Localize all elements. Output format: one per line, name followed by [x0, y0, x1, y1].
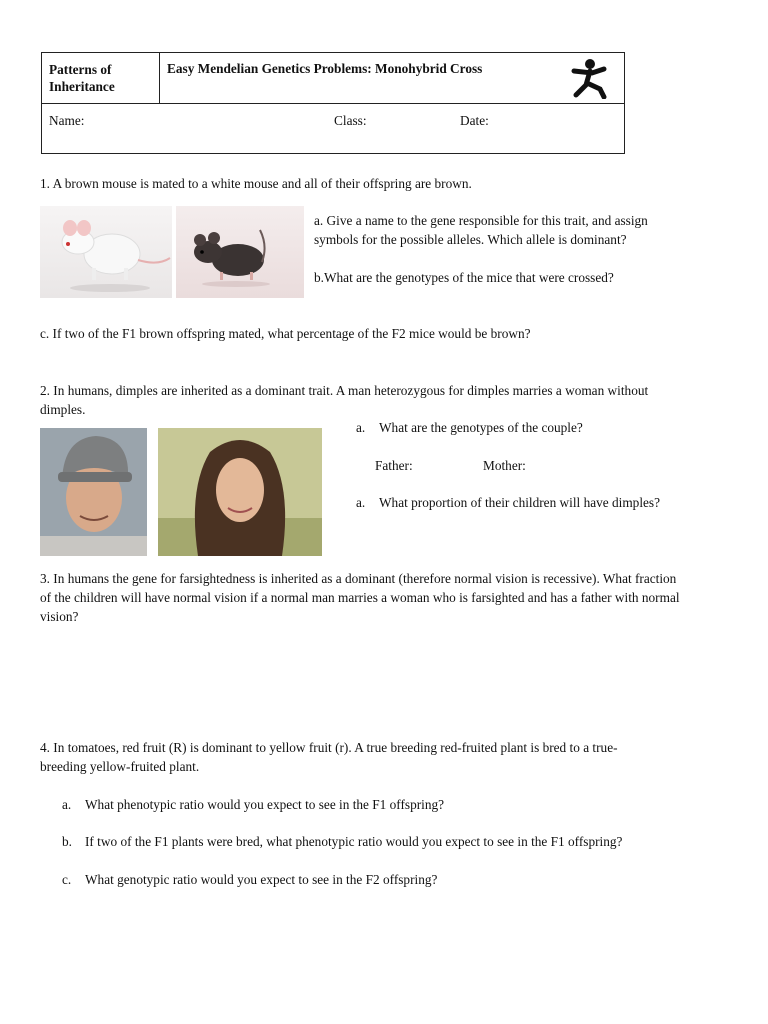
q1-part-a: a. Give a name to the gene responsible for this trait, and assign symbols for the possible alleles. Which allele is dominant?	[314, 213, 648, 247]
man-photo	[40, 428, 147, 556]
q2-a-marker: a.	[356, 420, 366, 435]
q4-b-marker: b.	[62, 834, 72, 849]
q1-part-b: b.What are the genotypes of the mice that were crossed?	[314, 270, 614, 285]
q2-b-marker: a.	[356, 495, 366, 510]
brown-mouse-photo	[176, 206, 304, 298]
header-table	[41, 52, 625, 154]
mother-label: Mother:	[483, 458, 526, 473]
q4-part-a: What phenotypic ratio would you expect to see in the F1 offspring?	[85, 797, 445, 812]
name-field-label: Name:	[49, 113, 85, 128]
q4-a-marker: a.	[62, 797, 72, 812]
stick-figure-logo-icon	[570, 57, 610, 99]
q4-c-marker: c.	[62, 872, 72, 887]
worksheet-title: Easy Mendelian Genetics Problems: Monohybrid Cross	[167, 61, 483, 76]
white-mouse-photo	[40, 206, 172, 298]
date-field-label: Date:	[460, 113, 489, 128]
class-field-label: Class:	[334, 113, 367, 128]
q2-part-a: What are the genotypes of the couple?	[379, 420, 583, 435]
header-row-title	[42, 53, 624, 104]
woman-photo	[158, 428, 322, 556]
section-label: Patterns of Inheritance	[42, 53, 160, 103]
q3-stem: 3. In humans the gene for farsightedness is inherited as a dominant (therefore normal vision is recessive). What fraction of the children will have normal vision if a normal man marries a woman who is farsighted and has a father with normal vision?	[40, 571, 680, 624]
q4-part-b: If two of the F1 plants were bred, what phenotypic ratio would you expect to see in the F1 offspring?	[85, 834, 623, 849]
q1-stem: 1. A brown mouse is mated to a white mouse and all of their offspring are brown.	[40, 176, 472, 191]
q1-part-c: c. If two of the F1 brown offspring mated, what percentage of the F2 mice would be brown?	[40, 326, 531, 341]
q2-stem: 2. In humans, dimples are inherited as a dominant trait. A man heterozygous for dimples marries a woman without dimples.	[40, 383, 649, 417]
q4-stem: 4. In tomatoes, red fruit (R) is dominant to yellow fruit (r). A true breeding red-fruited plant is bred to a true-breeding yellow-fruited plant.	[40, 740, 618, 774]
father-label: Father:	[375, 458, 413, 473]
q4-part-c: What genotypic ratio would you expect to see in the F2 offspring?	[85, 872, 438, 887]
q2-part-b: What proportion of their children will have dimples?	[379, 495, 661, 510]
